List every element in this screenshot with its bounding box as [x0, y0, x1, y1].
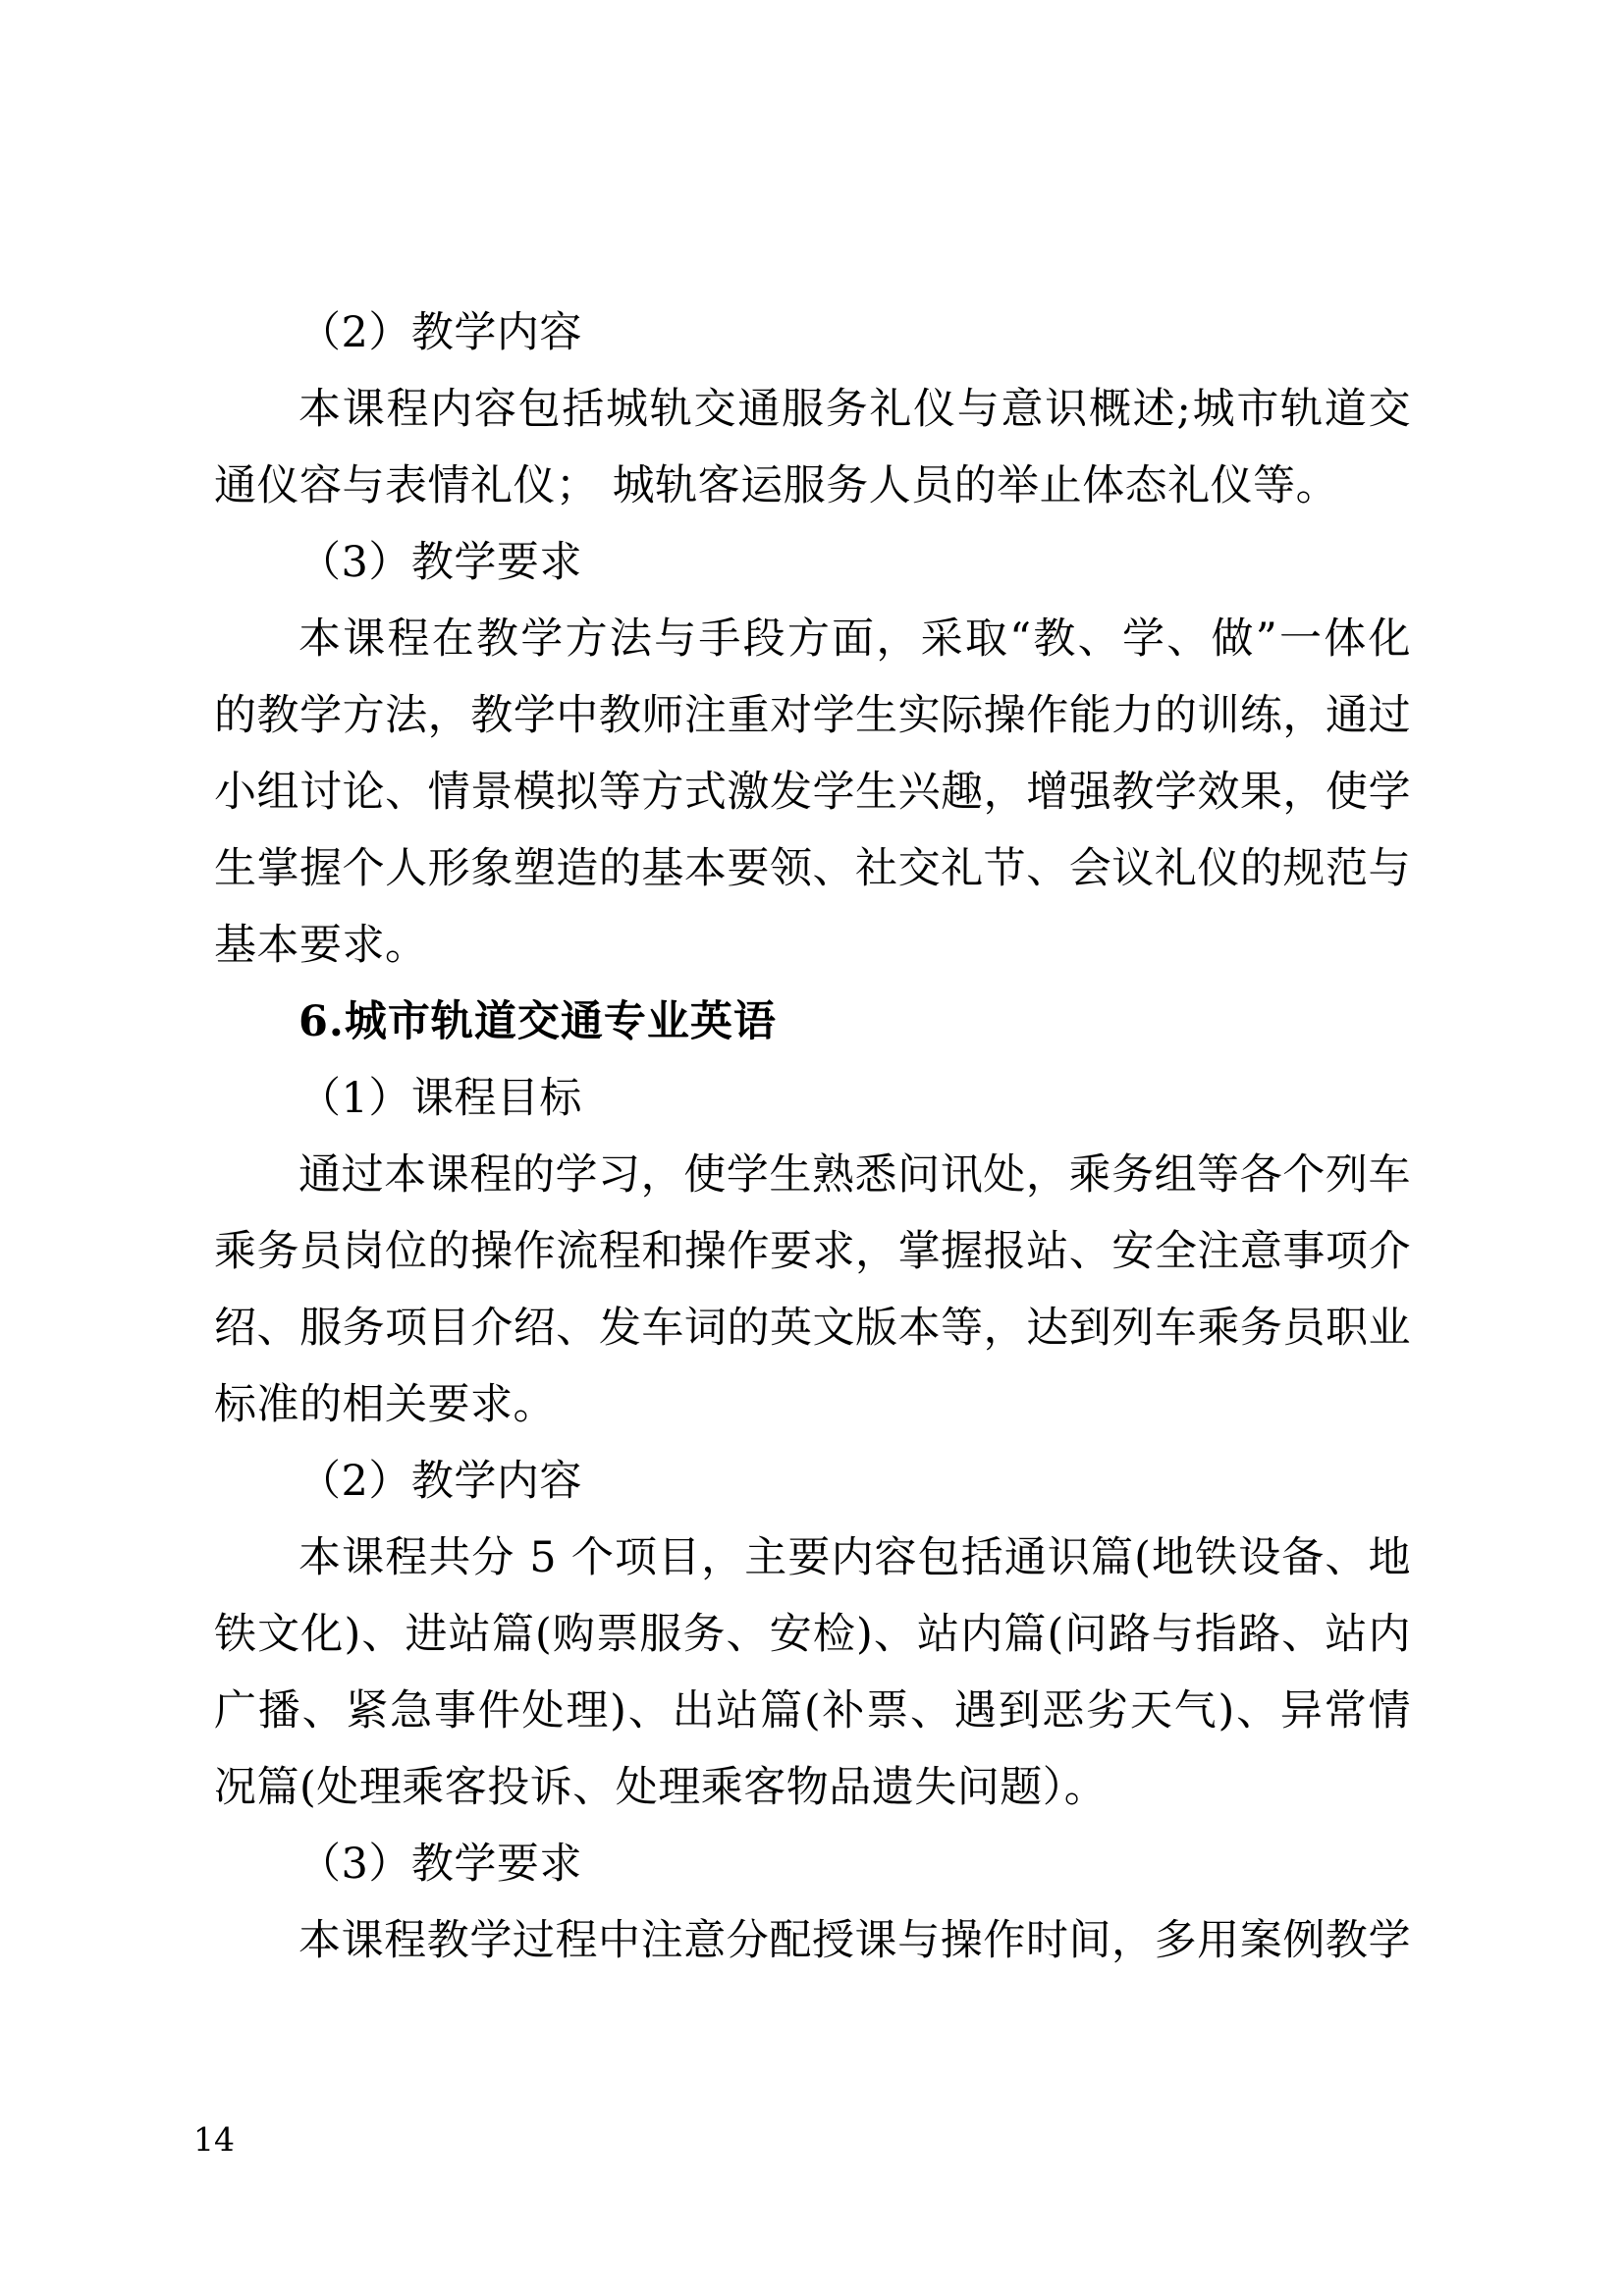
section-heading: （1）课程目标: [298, 1074, 582, 1123]
paragraph-line: 本课程内容包括城轨交通服务礼仪与意识概述;城市轨道交: [298, 385, 1411, 434]
section-heading: （3）教学要求: [298, 538, 582, 587]
paragraph-line: 铁文化)、进站篇(购票服务、安检)、站内篇(问路与指路、站内: [214, 1610, 1411, 1659]
section-heading: （3）教学要求: [298, 1840, 582, 1889]
paragraph-line: 况篇(处理乘客投诉、处理乘客物品遗失问题）。: [214, 1763, 1108, 1812]
paragraph-line: 乘务员岗位的操作流程和操作要求，掌握报站、安全注意事项介: [214, 1227, 1411, 1276]
page-number: 14: [193, 2120, 235, 2159]
paragraph-line: 广播、紧急事件处理)、出站篇(补票、遇到恶劣天气)、异常情: [214, 1686, 1411, 1735]
paragraph-line: 通仪容与表情礼仪； 城轨客运服务人员的举止体态礼仪等。: [214, 461, 1339, 510]
paragraph-line: 标准的相关要求。: [214, 1380, 556, 1429]
paragraph-line: 本课程教学过程中注意分配授课与操作时间，多用案例教学: [298, 1916, 1411, 1965]
paragraph-line: 的教学方法，教学中教师注重对学生实际操作能力的训练，通过: [214, 691, 1411, 740]
paragraph-line: 小组讨论、情景模拟等方式激发学生兴趣，增强教学效果，使学: [214, 768, 1411, 817]
paragraph-line: 本课程在教学方法与手段方面，采取“教、学、做”一体化: [298, 614, 1411, 664]
text-block: [214, 294, 1411, 1979]
paragraph-line: 绍、服务项目介绍、发车词的英文版本等，达到列车乘务员职业: [214, 1304, 1411, 1353]
section-heading: （2）教学内容: [298, 1457, 582, 1506]
paragraph-line: 基本要求。: [214, 921, 428, 970]
paragraph-line: 生掌握个人形象塑造的基本要领、社交礼节、会议礼仪的规范与: [214, 844, 1411, 893]
course-title-heading: 6.城市轨道交通专业英语: [298, 997, 777, 1046]
section-heading: （2）教学内容: [298, 308, 582, 357]
paragraph-line: 本课程共分 5 个项目，主要内容包括通识篇(地铁设备、地: [298, 1533, 1411, 1582]
paragraph-line: 通过本课程的学习，使学生熟悉问讯处，乘务组等各个列车: [298, 1150, 1411, 1200]
